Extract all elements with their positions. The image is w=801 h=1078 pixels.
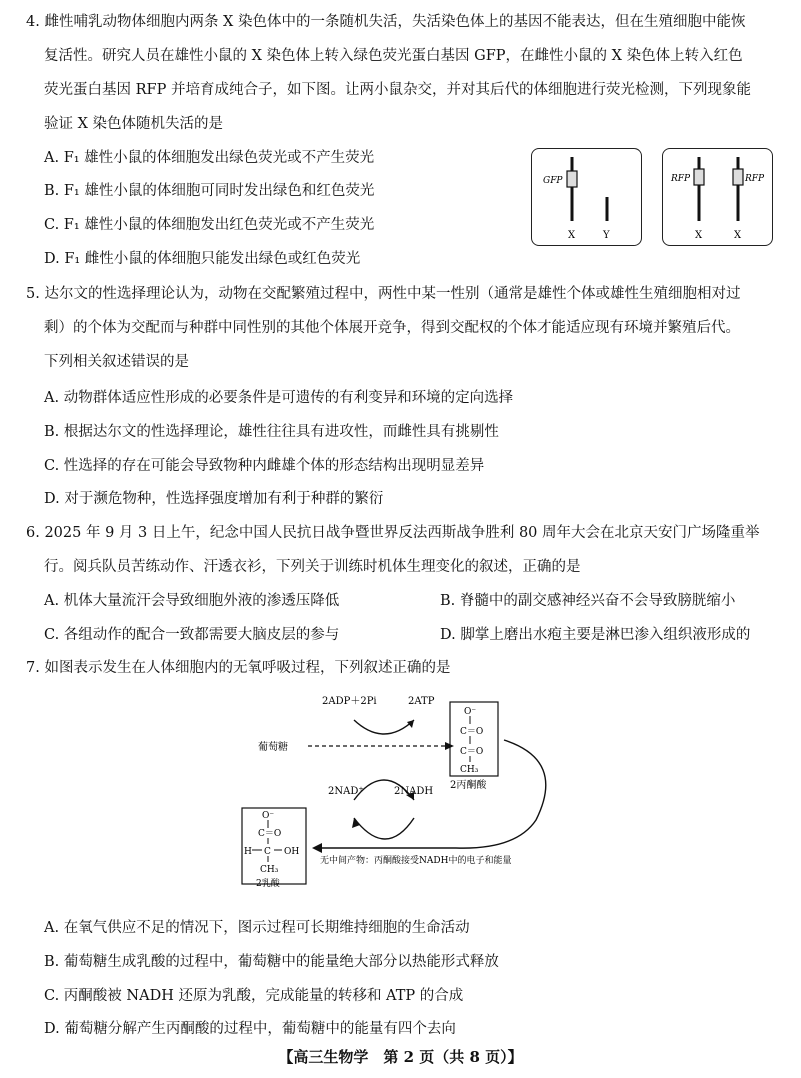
gfp-label: GFP [543, 176, 563, 186]
atp-arc [354, 720, 414, 734]
q5-option-c: C. 性选择的存在可能会导致物种内雌雄个体的形态结构出现明显差异 [44, 458, 485, 474]
q7-option-a: A. 在氧气供应不足的情况下，图示过程可长期维持细胞的生命活动 [44, 920, 470, 936]
q6-option-a: A. 机体大量流汗会导致细胞外液的渗透压降低 [44, 593, 340, 609]
nadh-return-arc [354, 818, 414, 839]
q7-option-d: D. 葡萄糖分解产生丙酮酸的过程中，葡萄糖中的能量有四个去向 [44, 1021, 456, 1037]
q6-option-b: B. 脊髓中的副交感神经兴奋不会导致膀胱缩小 [440, 593, 736, 609]
q4-stem-line-1: 4. 雌性哺乳动物体细胞内两条 X 染色体中的一条随机失活，失活染色体上的基因不能表达，但在生殖细胞中能恢 [26, 14, 746, 30]
nadh-label: 2NADH [394, 786, 434, 797]
rfp-label-1: RFP [671, 174, 691, 184]
glucose-label: 葡萄糖 [258, 742, 288, 753]
female-chromosome-diagram [663, 149, 772, 245]
q5-option-d: D. 对于濒危物种，性选择强度增加有利于种群的繁衍 [44, 491, 384, 507]
rfp-label-2: RFP [745, 174, 765, 184]
female-chromosome-figure [662, 148, 773, 246]
adp-label: 2ADP＋2Pi [322, 696, 377, 707]
pyruvate-label: 2丙酮酸 [450, 780, 487, 791]
female-x-label-1: X [695, 230, 703, 241]
lactate-o: O⁻ [262, 811, 275, 821]
lactate-c2: C [264, 847, 271, 857]
page-footer: 【高三生物学 第 2 页（共 8 页）】 [278, 1048, 523, 1066]
lactate-label: 2乳酸 [256, 879, 280, 889]
q6-stem-line-2: 行。阅兵队员苦练动作、汗透衣衫，下列关于训练时机体生理变化的叙述，正确的是 [44, 559, 581, 575]
q5-option-a: A. 动物群体适应性形成的必要条件是可遗传的有利变异和环境的定向选择 [44, 390, 514, 406]
lactate-c1: C＝O [258, 829, 282, 839]
q4-option-c: C. F₁ 雄性小鼠的体细胞发出红色荧光或不产生荧光 [44, 217, 375, 233]
q4-option-b: B. F₁ 雄性小鼠的体细胞可同时发出绿色和红色荧光 [44, 183, 375, 199]
atp-label: 2ATP [408, 696, 435, 707]
anaerobic-respiration-diagram [236, 690, 566, 890]
q4-option-a: A. F₁ 雄性小鼠的体细胞发出绿色荧光或不产生荧光 [44, 150, 375, 166]
lactate-h: H [244, 847, 252, 857]
male-y-label: Y [603, 230, 610, 241]
pyruvate-c1: C＝O [460, 727, 484, 737]
q7-option-c: C. 丙酮酸被 NADH 还原为乳酸，完成能量的转移和 ATP 的合成 [44, 988, 464, 1004]
nad-label: 2NAD⁺ [328, 786, 364, 797]
q5-stem-line-3: 下列相关叙述错误的是 [44, 354, 189, 370]
q5-option-b: B. 根据达尔文的性选择理论，雄性往往具有进攻性，而雌性具有挑剔性 [44, 424, 499, 440]
lactate-ch3: CH₃ [260, 865, 279, 875]
q6-option-d: D. 脚掌上磨出水疱主要是淋巴渗入组织液形成的 [440, 627, 751, 643]
middle-note: 无中间产物：丙酮酸接受NADH中的电子和能量 [320, 856, 512, 866]
pyruvate-c2: C＝O [460, 747, 484, 757]
q6-option-c: C. 各组动作的配合一致都需要大脑皮层的参与 [44, 627, 340, 643]
q7-option-b: B. 葡萄糖生成乳酸的过程中，葡萄糖中的能量绝大部分以热能形式释放 [44, 954, 499, 970]
pyruvate-o: O⁻ [464, 707, 477, 717]
lactate-oh: OH [284, 847, 300, 857]
female-x-label-2: X [734, 230, 742, 241]
q4-stem-line-3: 荧光蛋白基因 RFP 并培育成纯合子，如下图。让两小鼠杂交，并对其后代的体细胞进行荧光检测，下列现象能 [44, 82, 751, 98]
q7-stem: 7. 如图表示发生在人体细胞内的无氧呼吸过程，下列叙述正确的是 [26, 660, 451, 676]
q5-stem-line-2: 剩）的个体为交配而与种群中同性别的其他个体展开竞争，得到交配权的个体才能适应现有环境并繁殖后代。 [44, 320, 740, 336]
q6-stem-line-1: 6. 2025 年 9 月 3 日上午，纪念中国人民抗日战争暨世界反法西斯战争胜利 80 周年大会在北京天安门广场隆重举 [26, 525, 760, 541]
q4-stem-line-2: 复活性。研究人员在雄性小鼠的 X 染色体上转入绿色荧光蛋白基因 GFP，在雌性小鼠的 X 染色体上转入红色 [44, 48, 743, 64]
q5-stem-line-1: 5. 达尔文的性选择理论认为，动物在交配繁殖过程中，两性中某一性别（通常是雄性个体或雄性生殖细胞相对过 [26, 286, 741, 302]
male-x-label: X [568, 230, 576, 241]
male-chromosome-diagram [532, 149, 641, 245]
q4-option-d: D. F₁ 雌性小鼠的体细胞只能发出绿色或红色荧光 [44, 251, 361, 267]
male-chromosome-figure [531, 148, 642, 246]
pyruvate-ch3: CH₃ [460, 765, 479, 775]
q4-stem-line-4: 验证 X 染色体随机失活的是 [44, 116, 224, 132]
